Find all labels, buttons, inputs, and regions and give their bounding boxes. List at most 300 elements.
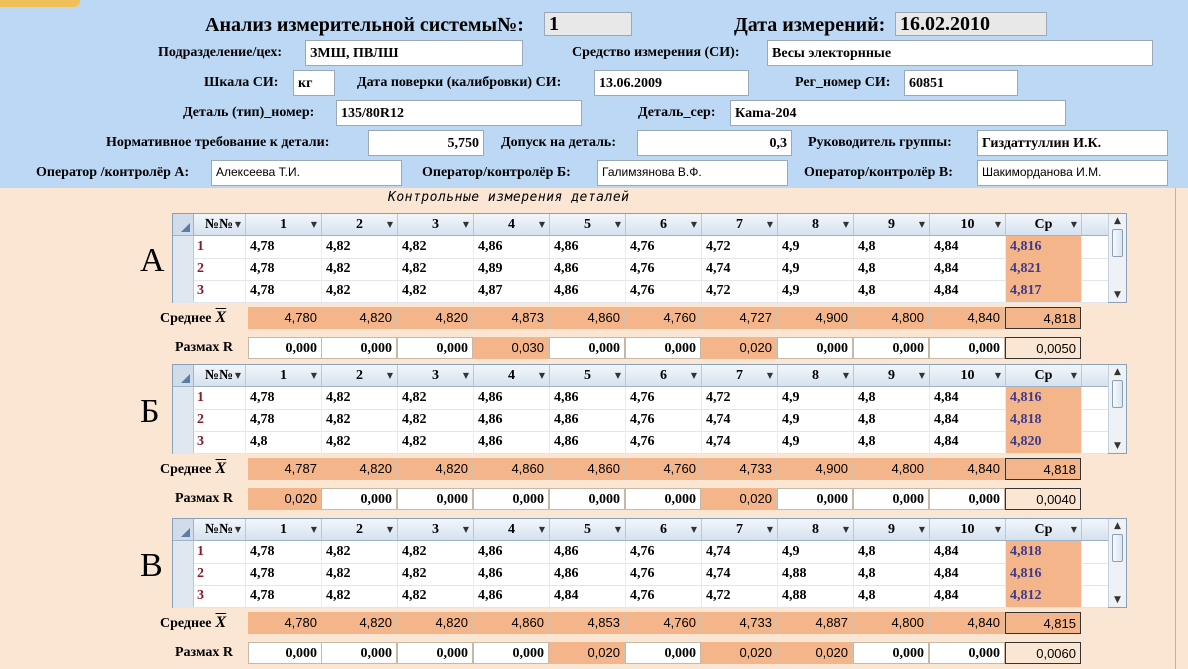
- analysis-number-field[interactable]: 1: [544, 12, 632, 36]
- column-header[interactable]: [930, 365, 1006, 386]
- column-header-label: 7: [736, 368, 743, 383]
- form-tab[interactable]: [0, 0, 80, 7]
- mean-cell: 4,820: [321, 307, 397, 329]
- column-header[interactable]: [398, 214, 474, 235]
- column-header[interactable]: [626, 519, 702, 540]
- range-cell: 0,000: [397, 488, 473, 510]
- measurement-cell[interactable]: 4,82: [322, 280, 398, 302]
- measurement-cell[interactable]: 4,82: [322, 585, 398, 607]
- chevron-down-icon[interactable]: ▼: [234, 371, 241, 380]
- range-cell: 0,000: [248, 337, 322, 359]
- measurements-grid[interactable]: [172, 364, 1127, 454]
- chevron-down-icon[interactable]: ▼: [1070, 525, 1077, 534]
- column-header[interactable]: [193, 214, 246, 235]
- measurement-cell[interactable]: 4,78: [246, 563, 322, 585]
- column-header[interactable]: [854, 214, 930, 235]
- measurement-cell[interactable]: 4,82: [398, 280, 474, 302]
- column-header[interactable]: [550, 214, 626, 235]
- column-header[interactable]: [550, 365, 626, 386]
- reg-number-label: Рег_номер СИ:: [795, 75, 891, 90]
- measurement-cell[interactable]: 4,8: [854, 431, 930, 453]
- scroll-down-icon[interactable]: ▼: [1114, 290, 1121, 300]
- measurement-cell[interactable]: 4,9: [778, 431, 854, 453]
- table-row[interactable]: [173, 541, 1108, 564]
- measurement-cell[interactable]: 4,86: [550, 409, 626, 431]
- chevron-down-icon[interactable]: ▼: [386, 371, 393, 380]
- mean-cell: 4,860: [549, 307, 625, 329]
- chevron-down-icon[interactable]: ▼: [690, 525, 697, 534]
- measurement-cell[interactable]: 4,8: [854, 409, 930, 431]
- column-header[interactable]: [474, 365, 550, 386]
- mean-cell: 4,820: [321, 458, 397, 480]
- measurement-cell[interactable]: 4,86: [550, 236, 626, 258]
- row-average-cell: 4,821: [1006, 258, 1082, 280]
- column-header-label: 4: [508, 368, 515, 383]
- column-header[interactable]: [246, 519, 322, 540]
- range-label: Размах R: [175, 340, 234, 355]
- range-cell: 0,000: [473, 488, 549, 510]
- measurement-cell[interactable]: 4,84: [930, 387, 1006, 409]
- column-header-label: 2: [356, 217, 363, 232]
- mean-cell: 4,853: [549, 612, 625, 634]
- mean-label: [160, 458, 226, 480]
- column-header[interactable]: [626, 214, 702, 235]
- column-header[interactable]: [930, 214, 1006, 235]
- column-header-label: 3: [432, 217, 439, 232]
- operator-b-field[interactable]: Галимзянова В.Ф.: [597, 160, 788, 186]
- measurements-grid[interactable]: [172, 213, 1127, 303]
- chevron-down-icon[interactable]: ▼: [462, 371, 469, 380]
- chevron-down-icon[interactable]: ▼: [994, 220, 1001, 229]
- range-cell: 0,000: [777, 488, 853, 510]
- measurement-cell[interactable]: 4,78: [246, 258, 322, 280]
- measurement-cell[interactable]: 4,88: [778, 563, 854, 585]
- tolerance-label: Допуск на деталь:: [501, 135, 617, 150]
- range-cell: 0,000: [853, 488, 929, 510]
- measurement-cell[interactable]: 4,82: [398, 236, 474, 258]
- scroll-down-icon[interactable]: ▼: [1114, 595, 1121, 605]
- norm-label: Нормативное требование к детали:: [106, 135, 330, 150]
- chevron-down-icon[interactable]: ▼: [842, 220, 849, 229]
- part-series-label: Деталь_сер:: [638, 105, 716, 120]
- chevron-down-icon[interactable]: ▼: [310, 220, 317, 229]
- select-all-corner[interactable]: [173, 519, 194, 540]
- measurement-cell[interactable]: 4,82: [398, 585, 474, 607]
- column-header-label: Ср: [1034, 217, 1053, 232]
- row-number-cell: 1: [193, 236, 246, 258]
- column-header-label: 1: [280, 217, 287, 232]
- column-header[interactable]: [246, 365, 322, 386]
- scroll-up-icon[interactable]: ▲: [1114, 216, 1121, 226]
- operator-a-field[interactable]: Алексеева Т.И.: [211, 160, 402, 186]
- measurements-grid[interactable]: [172, 518, 1127, 608]
- measurement-cell[interactable]: 4,76: [626, 563, 702, 585]
- measurement-cell[interactable]: 4,76: [626, 236, 702, 258]
- column-header[interactable]: [246, 214, 322, 235]
- measurement-cell[interactable]: 4,84: [930, 280, 1006, 302]
- column-header-label: 10: [960, 522, 975, 537]
- range-cell: 0,000: [853, 642, 929, 664]
- measurement-cell[interactable]: 4,82: [322, 431, 398, 453]
- column-header-label: 8: [812, 217, 819, 232]
- measurement-cell[interactable]: 4,86: [474, 387, 550, 409]
- column-header-label: 5: [584, 368, 591, 383]
- group-letter: Б: [140, 393, 160, 430]
- measurement-cell[interactable]: 4,8: [854, 563, 930, 585]
- measurement-cell[interactable]: 4,86: [474, 541, 550, 563]
- measurement-cell[interactable]: 4,9: [778, 236, 854, 258]
- measurement-cell[interactable]: 4,76: [626, 541, 702, 563]
- measurement-cell[interactable]: 4,86: [550, 563, 626, 585]
- vertical-scrollbar[interactable]: [1108, 519, 1126, 607]
- measurement-cell[interactable]: 4,84: [930, 258, 1006, 280]
- chevron-down-icon[interactable]: ▼: [766, 220, 773, 229]
- table-row[interactable]: [173, 280, 1108, 303]
- range-label: Размах R: [175, 491, 234, 506]
- measurement-cell[interactable]: 4,74: [702, 541, 778, 563]
- norm-field[interactable]: 5,750: [368, 130, 484, 156]
- measurement-cell[interactable]: 4,82: [398, 409, 474, 431]
- chevron-down-icon[interactable]: ▼: [614, 371, 621, 380]
- range-cell: 0,000: [625, 642, 701, 664]
- chevron-down-icon[interactable]: ▼: [538, 525, 545, 534]
- mean-cell: 4,860: [473, 458, 549, 480]
- group-letter: А: [140, 242, 165, 279]
- column-header[interactable]: [322, 214, 398, 235]
- range-cell: 0,000: [549, 337, 625, 359]
- calibration-date-label: Дата поверки (калибровки) СИ:: [357, 75, 562, 90]
- mean-total-cell: 4,818: [1005, 458, 1081, 480]
- column-header-label: №№: [204, 217, 234, 232]
- measurement-cell[interactable]: 4,78: [246, 585, 322, 607]
- measurement-cell[interactable]: 4,84: [930, 409, 1006, 431]
- tolerance-field[interactable]: 0,3: [637, 130, 792, 156]
- column-header[interactable]: [854, 365, 930, 386]
- mean-cell: 4,900: [777, 307, 853, 329]
- chevron-down-icon[interactable]: ▼: [538, 371, 545, 380]
- range-cell: 0,000: [929, 488, 1005, 510]
- row-selector[interactable]: [173, 585, 194, 607]
- chevron-down-icon[interactable]: ▼: [1070, 220, 1077, 229]
- table-row[interactable]: [173, 563, 1108, 586]
- measurement-cell[interactable]: 4,86: [474, 585, 550, 607]
- column-header[interactable]: [474, 519, 550, 540]
- measurement-cell[interactable]: 4,84: [930, 236, 1006, 258]
- measurement-cell[interactable]: 4,89: [474, 258, 550, 280]
- row-number-cell: 2: [193, 258, 246, 280]
- part-series-field[interactable]: Кama-204: [730, 100, 1066, 126]
- table-row[interactable]: [173, 585, 1108, 608]
- column-header[interactable]: [702, 519, 778, 540]
- mean-label-text: Среднее: [160, 311, 212, 326]
- measurement-cell[interactable]: 4,8: [854, 280, 930, 302]
- chevron-down-icon[interactable]: ▼: [766, 371, 773, 380]
- range-cell: 0,030: [473, 337, 549, 359]
- column-header-label: №№: [204, 522, 234, 537]
- measurement-cell[interactable]: 4,84: [930, 585, 1006, 607]
- column-header-label: 8: [812, 368, 819, 383]
- column-header[interactable]: [930, 519, 1006, 540]
- calibration-date-field[interactable]: 13.06.2009: [594, 70, 749, 96]
- mean-cell: 4,820: [321, 612, 397, 634]
- measurement-cell[interactable]: 4,82: [398, 431, 474, 453]
- row-selector[interactable]: [173, 236, 194, 258]
- mean-cell: 4,727: [701, 307, 777, 329]
- range-total-cell: 0,0040: [1005, 488, 1081, 510]
- division-field[interactable]: ЗМШ, ПВЛШ: [305, 40, 523, 66]
- mean-total-cell: 4,818: [1005, 307, 1081, 329]
- reg-number-field[interactable]: 60851: [904, 70, 1018, 96]
- measurement-cell[interactable]: 4,82: [322, 409, 398, 431]
- part-label: Деталь (тип)_номер:: [183, 105, 315, 120]
- table-row[interactable]: [173, 236, 1108, 259]
- mean-cell: 4,760: [625, 458, 701, 480]
- measurement-cell[interactable]: 4,78: [246, 280, 322, 302]
- column-header[interactable]: [193, 365, 246, 386]
- measurement-cell[interactable]: 4,76: [626, 258, 702, 280]
- measurement-cell[interactable]: 4,8: [246, 431, 322, 453]
- range-cell: 0,000: [853, 337, 929, 359]
- measurement-cell[interactable]: 4,8: [854, 258, 930, 280]
- column-header[interactable]: [1006, 519, 1082, 540]
- chevron-down-icon[interactable]: ▼: [994, 525, 1001, 534]
- vertical-scrollbar[interactable]: [1108, 214, 1126, 302]
- range-cell: 0,000: [549, 488, 625, 510]
- column-header[interactable]: [1006, 214, 1082, 235]
- scroll-up-icon[interactable]: ▲: [1114, 521, 1121, 531]
- column-header[interactable]: [1006, 365, 1082, 386]
- range-cell: 0,000: [473, 642, 549, 664]
- range-total-cell: 0,0060: [1005, 642, 1081, 664]
- column-header[interactable]: [322, 365, 398, 386]
- measurement-cell[interactable]: 4,76: [626, 431, 702, 453]
- measurement-cell[interactable]: 4,72: [702, 280, 778, 302]
- measurement-date-field[interactable]: 16.02.2010: [895, 12, 1047, 36]
- chevron-down-icon[interactable]: ▼: [234, 525, 241, 534]
- column-header[interactable]: [398, 365, 474, 386]
- instrument-field[interactable]: Весы электорнные: [767, 40, 1153, 66]
- scale-field[interactable]: кг: [293, 70, 335, 96]
- measurement-cell[interactable]: 4,76: [626, 280, 702, 302]
- measurement-cell[interactable]: 4,8: [854, 387, 930, 409]
- chevron-down-icon[interactable]: ▼: [690, 220, 697, 229]
- measurement-cell[interactable]: 4,84: [930, 431, 1006, 453]
- column-header-label: 10: [960, 368, 975, 383]
- measurement-cell[interactable]: 4,86: [550, 387, 626, 409]
- row-number-cell: 3: [193, 280, 246, 302]
- chevron-down-icon[interactable]: ▼: [310, 371, 317, 380]
- chevron-down-icon[interactable]: ▼: [994, 371, 1001, 380]
- mean-cell: 4,887: [777, 612, 853, 634]
- measurement-cell[interactable]: 4,74: [702, 431, 778, 453]
- measurement-cell[interactable]: 4,82: [322, 541, 398, 563]
- measurement-cell[interactable]: 4,76: [626, 585, 702, 607]
- column-header[interactable]: [778, 519, 854, 540]
- chevron-down-icon[interactable]: ▼: [614, 220, 621, 229]
- measurement-cell[interactable]: 4,74: [702, 409, 778, 431]
- row-selector[interactable]: [173, 431, 194, 453]
- measurement-cell[interactable]: 4,74: [702, 563, 778, 585]
- vertical-scrollbar[interactable]: [1108, 365, 1126, 453]
- grid-header-row: [173, 519, 1108, 541]
- scroll-down-icon[interactable]: ▼: [1114, 441, 1121, 451]
- scroll-thumb[interactable]: [1112, 229, 1123, 257]
- measurement-cell[interactable]: 4,86: [550, 541, 626, 563]
- chevron-down-icon[interactable]: ▼: [1070, 371, 1077, 380]
- measurement-cell[interactable]: 4,86: [474, 563, 550, 585]
- row-selector[interactable]: [173, 258, 194, 280]
- chevron-down-icon[interactable]: ▼: [918, 220, 925, 229]
- column-header[interactable]: [193, 519, 246, 540]
- measurement-cell[interactable]: 4,9: [778, 280, 854, 302]
- measurement-cell[interactable]: 4,86: [550, 431, 626, 453]
- column-header-label: 7: [736, 522, 743, 537]
- column-header[interactable]: [398, 519, 474, 540]
- measurement-cell[interactable]: 4,82: [398, 541, 474, 563]
- measurement-cell[interactable]: 4,72: [702, 387, 778, 409]
- measurement-cell[interactable]: 4,76: [626, 409, 702, 431]
- grid-header-row: [173, 214, 1108, 236]
- measurement-cell[interactable]: 4,76: [626, 387, 702, 409]
- column-header[interactable]: [778, 365, 854, 386]
- table-row[interactable]: [173, 387, 1108, 410]
- column-header[interactable]: [854, 519, 930, 540]
- measurement-cell[interactable]: 4,86: [550, 280, 626, 302]
- measurement-cell[interactable]: 4,82: [322, 236, 398, 258]
- row-number-cell: 2: [193, 563, 246, 585]
- column-header[interactable]: [550, 519, 626, 540]
- column-header-label: 2: [356, 522, 363, 537]
- mean-cell: 4,780: [248, 307, 322, 329]
- chevron-down-icon[interactable]: ▼: [918, 525, 925, 534]
- measurement-cell[interactable]: 4,86: [474, 409, 550, 431]
- measurement-cell[interactable]: 4,88: [778, 585, 854, 607]
- measurement-cell[interactable]: 4,78: [246, 236, 322, 258]
- select-all-corner[interactable]: [173, 365, 194, 386]
- group-lead-field[interactable]: Гиздаттуллин И.К.: [977, 130, 1168, 156]
- measurement-cell[interactable]: 4,8: [854, 236, 930, 258]
- column-header[interactable]: [626, 365, 702, 386]
- division-label: Подразделение/цех:: [158, 45, 282, 60]
- measurement-cell[interactable]: 4,82: [322, 563, 398, 585]
- column-header[interactable]: [474, 214, 550, 235]
- operator-a-label: Оператор /контролёр А:: [36, 165, 190, 180]
- chevron-down-icon[interactable]: ▼: [614, 525, 621, 534]
- column-header[interactable]: [702, 214, 778, 235]
- range-cell: 0,000: [397, 642, 473, 664]
- scroll-thumb[interactable]: [1112, 534, 1123, 562]
- chevron-down-icon[interactable]: ▼: [918, 371, 925, 380]
- measurement-cell[interactable]: 4,9: [778, 387, 854, 409]
- chevron-down-icon[interactable]: ▼: [690, 371, 697, 380]
- column-header-label: Ср: [1034, 522, 1053, 537]
- chevron-down-icon[interactable]: ▼: [462, 220, 469, 229]
- measurement-cell[interactable]: 4,82: [322, 387, 398, 409]
- column-header-label: 6: [660, 522, 667, 537]
- part-field[interactable]: 135/80R12: [336, 100, 582, 126]
- measurement-cell[interactable]: 4,84: [930, 541, 1006, 563]
- column-header[interactable]: [778, 214, 854, 235]
- mean-cell: 4,873: [473, 307, 549, 329]
- column-header-label: 9: [888, 368, 895, 383]
- column-header-label: 5: [584, 217, 591, 232]
- chevron-down-icon[interactable]: ▼: [538, 220, 545, 229]
- date-label: Дата измерений:: [734, 14, 886, 36]
- measurement-cell[interactable]: 4,84: [930, 563, 1006, 585]
- measurement-cell[interactable]: 4,84: [550, 585, 626, 607]
- operator-c-field[interactable]: Шакиморданова И.М.: [977, 160, 1168, 186]
- measurement-cell[interactable]: 4,72: [702, 236, 778, 258]
- column-header-label: 9: [888, 522, 895, 537]
- measurement-cell[interactable]: 4,82: [398, 387, 474, 409]
- measurement-cell[interactable]: 4,82: [398, 258, 474, 280]
- measurement-cell[interactable]: 4,82: [322, 258, 398, 280]
- chevron-down-icon[interactable]: ▼: [462, 525, 469, 534]
- measurement-cell[interactable]: 4,82: [398, 563, 474, 585]
- select-all-corner[interactable]: [173, 214, 194, 235]
- row-selector[interactable]: [173, 541, 194, 563]
- row-average-cell: 4,816: [1006, 387, 1082, 409]
- measurement-cell[interactable]: 4,87: [474, 280, 550, 302]
- measurement-cell[interactable]: 4,78: [246, 387, 322, 409]
- measurement-cell[interactable]: 4,72: [702, 585, 778, 607]
- scroll-up-icon[interactable]: ▲: [1114, 367, 1121, 377]
- table-row[interactable]: [173, 431, 1108, 454]
- chevron-down-icon[interactable]: ▼: [842, 525, 849, 534]
- chevron-down-icon[interactable]: ▼: [234, 220, 241, 229]
- measurement-cell[interactable]: 4,8: [854, 541, 930, 563]
- measurement-cell[interactable]: 4,8: [854, 585, 930, 607]
- mean-label: [160, 612, 226, 634]
- row-selector[interactable]: [173, 280, 194, 302]
- row-selector[interactable]: [173, 409, 194, 431]
- chevron-down-icon[interactable]: ▼: [766, 525, 773, 534]
- row-selector[interactable]: [173, 563, 194, 585]
- chevron-down-icon[interactable]: ▼: [842, 371, 849, 380]
- table-row[interactable]: [173, 258, 1108, 281]
- measurement-cell[interactable]: 4,86: [474, 431, 550, 453]
- column-header-label: 1: [280, 522, 287, 537]
- measurement-cell[interactable]: 4,78: [246, 541, 322, 563]
- mean-symbol: $\overline{X}$: [215, 460, 227, 477]
- measurement-cell[interactable]: 4,86: [550, 258, 626, 280]
- measurement-cell[interactable]: 4,9: [778, 258, 854, 280]
- measurement-cell[interactable]: 4,74: [702, 258, 778, 280]
- row-number-cell: 1: [193, 387, 246, 409]
- column-header-label: 7: [736, 217, 743, 232]
- column-header[interactable]: [322, 519, 398, 540]
- chevron-down-icon[interactable]: ▼: [310, 525, 317, 534]
- measurement-cell[interactable]: 4,78: [246, 409, 322, 431]
- table-row[interactable]: [173, 409, 1108, 432]
- mean-cell: 4,760: [625, 307, 701, 329]
- column-header[interactable]: [702, 365, 778, 386]
- range-cell: 0,000: [625, 337, 701, 359]
- mean-total-cell: 4,815: [1005, 612, 1081, 634]
- measurement-cell[interactable]: 4,9: [778, 541, 854, 563]
- mean-label-text: Среднее: [160, 462, 212, 477]
- title-label: Анализ измерительной системы№:: [205, 14, 524, 36]
- column-header-label: 9: [888, 217, 895, 232]
- chevron-down-icon[interactable]: ▼: [386, 220, 393, 229]
- mean-cell: 4,820: [397, 612, 473, 634]
- measurement-cell[interactable]: 4,9: [778, 409, 854, 431]
- mean-cell: 4,800: [853, 307, 929, 329]
- scroll-thumb[interactable]: [1112, 380, 1123, 408]
- row-selector[interactable]: [173, 387, 194, 409]
- measurement-cell[interactable]: 4,86: [474, 236, 550, 258]
- chevron-down-icon[interactable]: ▼: [386, 525, 393, 534]
